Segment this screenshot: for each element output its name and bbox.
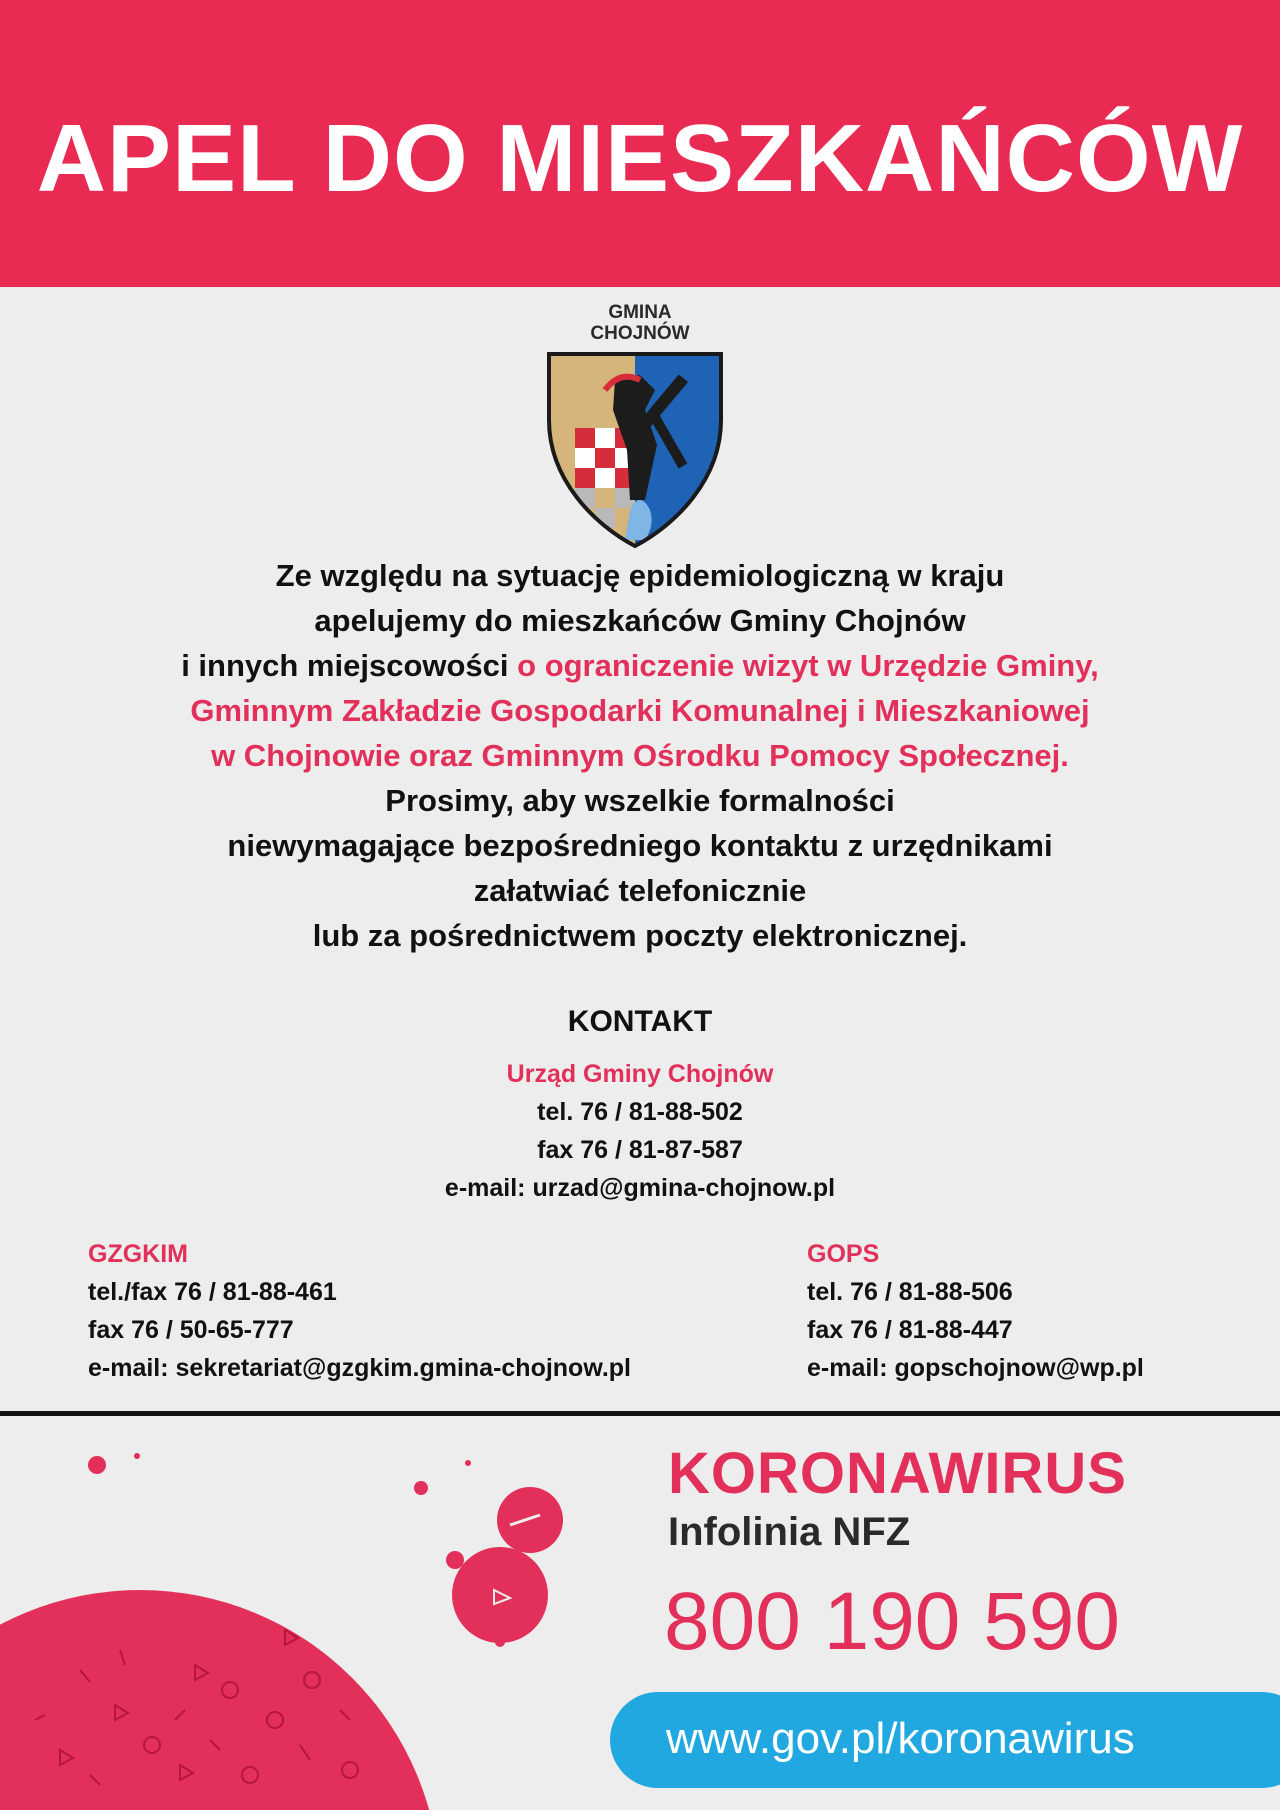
- hotline-label: Infolinia NFZ: [668, 1510, 911, 1554]
- gzgkim-fax: fax 76 / 50-65-777: [88, 1316, 294, 1344]
- gov-url-text: www.gov.pl/koronawirus: [666, 1714, 1135, 1763]
- urzad-phone: tel. 76 / 81-88-502: [537, 1098, 743, 1126]
- appeal-line: apelujemy do mieszkańców Gminy Chojnów: [314, 603, 966, 638]
- hotline-number: 800 190 590: [664, 1576, 1121, 1667]
- appeal-line: załatwiać telefonicznie: [473, 873, 807, 908]
- appeal-line: Ze względu na sytuację epidemiologiczną w kraju: [275, 558, 1005, 593]
- gzgkim-phone: tel./fax 76 / 81-88-461: [88, 1278, 337, 1306]
- gops-name: GOPS: [807, 1240, 880, 1268]
- crest-caption-line1: GMINA: [608, 302, 672, 323]
- page-title: APEL DO MIESZKAŃCÓW: [36, 105, 1244, 212]
- gops-phone: tel. 76 / 81-88-506: [807, 1278, 1013, 1306]
- appeal-text: [60, 553, 1220, 958]
- appeal-line-prefix: i innych miejscowości: [181, 648, 518, 683]
- contact-urzad: [0, 1055, 1280, 1207]
- section-divider: [0, 1411, 1280, 1416]
- gops-email: e-mail: gopschojnow@wp.pl: [807, 1354, 1144, 1382]
- appeal-highlight: Gminnym Zakładzie Gospodarki Komunalnej i Mieszkaniowej: [190, 693, 1090, 728]
- gops-fax: fax 76 / 81-88-447: [807, 1316, 1013, 1344]
- urzad-name: Urząd Gminy Chojnów: [506, 1060, 774, 1088]
- contact-heading: KONTAKT: [567, 1005, 713, 1038]
- gzgkim-email: e-mail: sekretariat@gzgkim.gmina-chojnow.pl: [88, 1354, 632, 1382]
- contact-gzgkim: [88, 1235, 631, 1387]
- header-banner: [0, 0, 1280, 287]
- contact-gops: [807, 1235, 1144, 1387]
- urzad-fax: fax 76 / 81-87-587: [537, 1136, 743, 1164]
- gov-url-link[interactable]: [610, 1692, 1280, 1788]
- gzgkim-name: GZGKIM: [88, 1240, 188, 1268]
- coat-of-arms-icon: [545, 350, 725, 550]
- appeal-line: [60, 643, 1220, 688]
- crest-caption: [0, 302, 1280, 344]
- urzad-email: e-mail: urzad@gmina-chojnow.pl: [444, 1174, 836, 1202]
- appeal-highlight: w Chojnowie oraz Gminnym Ośrodku Pomocy Społecznej.: [211, 738, 1069, 773]
- appeal-line: Prosimy, aby wszelkie formalności: [385, 783, 895, 818]
- appeal-highlight: o ograniczenie wizyt w Urzędzie Gminy,: [517, 648, 1099, 683]
- appeal-line: niewymagające bezpośredniego kontaktu z urzędnikami: [227, 828, 1053, 863]
- appeal-line: lub za pośrednictwem poczty elektronicznej.: [312, 918, 968, 953]
- crest-caption-line2: CHOJNÓW: [590, 323, 690, 344]
- coronavirus-title: KORONAWIRUS: [668, 1441, 1127, 1506]
